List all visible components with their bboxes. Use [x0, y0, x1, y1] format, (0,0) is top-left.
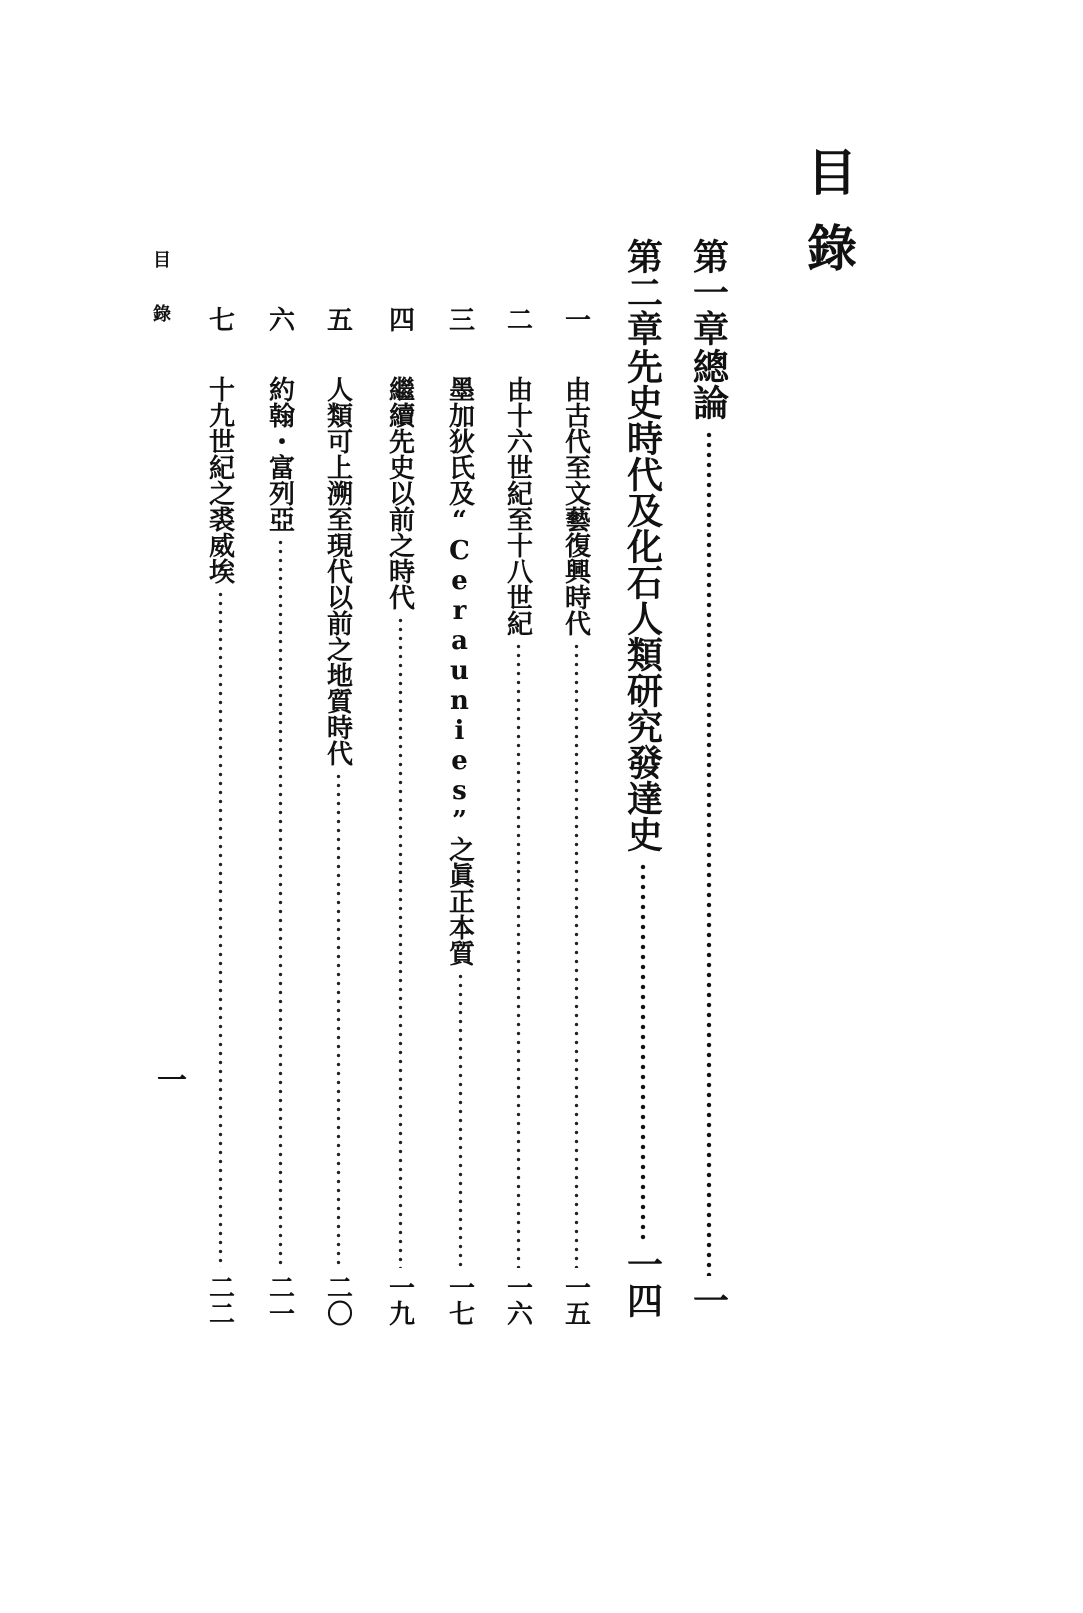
section-page-number: 二二 — [204, 1274, 235, 1326]
page-number: 一 — [151, 1064, 186, 1094]
toc-section-5[interactable] — [320, 306, 356, 1326]
section-title: 繼續先史以前之時代 — [384, 376, 415, 610]
section-page-number: 二一 — [264, 1274, 295, 1326]
dot-leader — [574, 642, 579, 1268]
dot-leader — [278, 538, 283, 1268]
dot-leader — [218, 590, 223, 1268]
chapter-title: 先史時代及化石人類研究發達史 — [621, 348, 664, 852]
section-page-number: 一七 — [444, 1274, 475, 1326]
dot-leader — [516, 642, 521, 1268]
section-number: 七 — [204, 306, 235, 332]
section-page-number: 一五 — [560, 1274, 591, 1326]
toc-section-7[interactable] — [202, 306, 238, 1326]
section-title: 十九世紀之裘威埃 — [204, 376, 235, 584]
section-number: 二 — [502, 306, 533, 332]
dot-leader — [398, 616, 403, 1268]
section-page-number: 一九 — [384, 1274, 415, 1326]
chapter-number: 第二章 — [621, 238, 664, 346]
section-number: 四 — [384, 306, 415, 332]
section-title: 由古代至文藝復興時代 — [560, 376, 591, 636]
toc-section-1[interactable] — [558, 306, 594, 1326]
section-title: 約翰・富列亞 — [264, 376, 295, 532]
dot-leader — [706, 430, 712, 1276]
toc-chapter-1[interactable] — [686, 238, 732, 1318]
chapter-page-number: 一四 — [621, 1246, 664, 1318]
section-number: 五 — [322, 306, 353, 332]
page-title: 目錄 — [799, 146, 858, 298]
toc-section-2[interactable] — [500, 306, 536, 1326]
chapter-number: 第一章 — [687, 238, 730, 346]
section-page-number: 一六 — [502, 1274, 533, 1326]
section-number: 六 — [264, 306, 295, 332]
chapter-page-number: 一 — [687, 1282, 730, 1318]
section-title: 人類可上溯至現代以前之地質時代 — [322, 376, 353, 766]
chapter-title: 總論 — [687, 348, 730, 420]
section-page-number: 二〇 — [322, 1274, 353, 1326]
dot-leader — [458, 972, 463, 1268]
section-number: 一 — [560, 306, 591, 332]
dot-leader — [640, 862, 646, 1240]
toc-section-4[interactable] — [382, 306, 418, 1326]
toc-chapter-2[interactable] — [620, 238, 666, 1318]
section-title: 由十六世紀至十八世紀 — [502, 376, 533, 636]
running-header: 目錄 — [150, 250, 171, 358]
dot-leader — [336, 772, 341, 1268]
toc-section-6[interactable] — [262, 306, 298, 1326]
section-number: 三 — [444, 306, 475, 332]
section-title: 墨加狄氏及“Ceraunies”之眞正本質 — [444, 376, 475, 966]
toc-section-3[interactable] — [442, 306, 478, 1326]
